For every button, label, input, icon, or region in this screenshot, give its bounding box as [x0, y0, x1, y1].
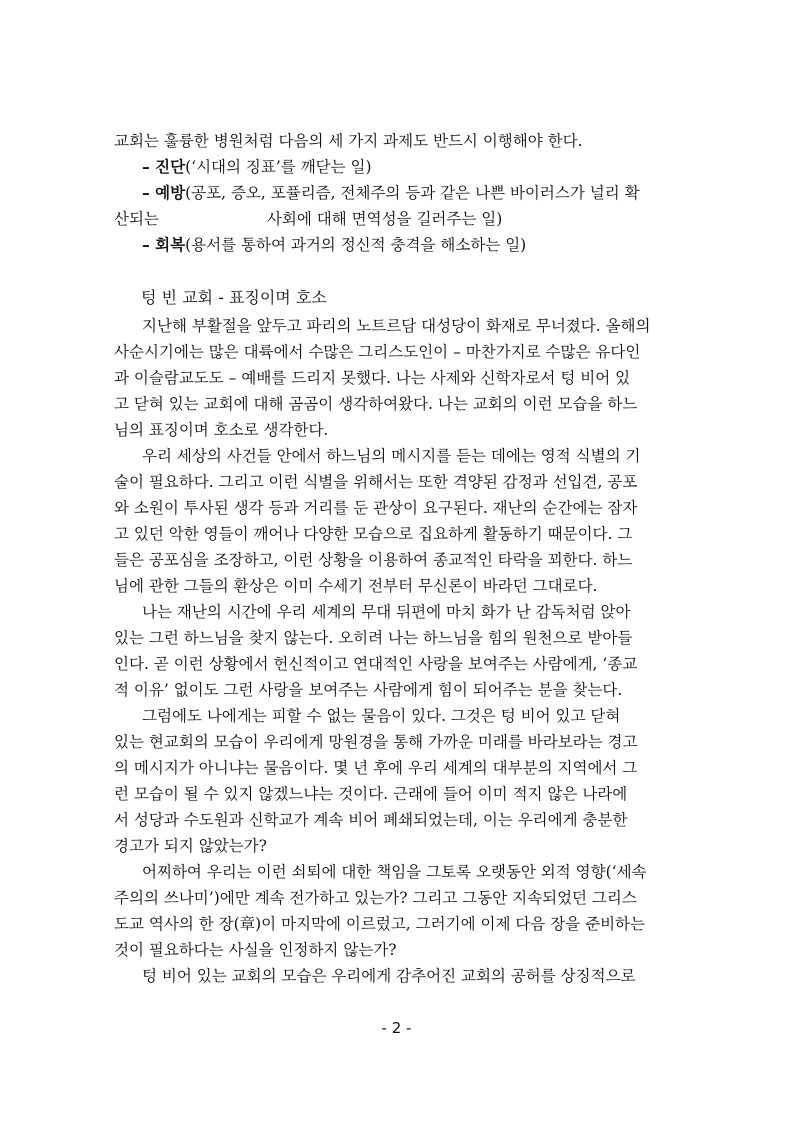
paragraph-line: 런 모습이 될 수 있지 않겠느냐는 것이다. 근래에 들어 이미 적지 않은 나라에 [114, 785, 628, 803]
paragraph-line: 서 성당과 수도원과 신학교가 계속 비어 폐쇄되었는데, 이는 우리에게 충분한 [114, 811, 628, 829]
list-item-prevention-cont [114, 206, 679, 232]
list-item-diagnosis [114, 154, 679, 180]
paragraph-line: 그럼에도 나에게는 피할 수 없는 물음이 있다. 그것은 텅 비어 있고 닫혀 [142, 707, 621, 725]
paragraph-line: 와 소원이 투사된 생각 등과 거리를 둔 관상이 요구된다. 재난의 순간에는 잠자 [114, 499, 638, 517]
term-diagnosis: 진단 [155, 158, 186, 176]
list-dash: – [142, 158, 156, 176]
list-item-recovery [114, 232, 679, 258]
paragraph-line: 지난해 부활절을 앞두고 파리의 노트르담 대성당이 화재로 무너졌다. 올해의 [142, 317, 651, 335]
paragraph-line: 도교 역사의 한 장(章)이 마지막에 이르렀고, 그러기에 이제 다음 장을 준비하는 [114, 915, 645, 933]
section-heading: 텅 빈 교회 - 표징이며 호소 [141, 288, 327, 307]
desc-diagnosis: (‘시대의 징표’를 깨닫는 일) [185, 158, 372, 176]
paragraph-line: 의 메시지가 아니냐는 물음이다. 몇 년 후에 우리 세계의 대부분의 지역에서 그 [114, 759, 638, 777]
paragraph-line: 적 이유’ 없이도 그런 사랑을 보여주는 사람에게 힘이 되어주는 분을 찾는다. [114, 681, 623, 699]
paragraph-line: 님의 표징이며 호소로 생각한다. [114, 421, 329, 439]
page-number: - 2 - [381, 1019, 412, 1037]
paragraph-line: 님에 관한 그들의 환상은 이미 수세기 전부터 무신론이 바라던 그대로다. [114, 577, 598, 595]
paragraph-line: 경고가 되지 않았는가? [114, 837, 267, 855]
paragraph-line: 우리 세상의 사건들 안에서 하느님의 메시지를 듣는 데에는 영적 식별의 기 [142, 447, 641, 465]
paragraph-line: 고 닫혀 있는 교회에 대해 곰곰이 생각하여왔다. 나는 교회의 이런 모습을 하느 [114, 395, 638, 413]
desc-prevention-cont-b: 사회에 대해 면역성을 길러주는 일) [266, 210, 503, 228]
paragraph-line: 사순시기에는 많은 대륙에서 수많은 그리스도인이 – 마찬가지로 수많은 유다인 [114, 343, 641, 361]
list-dash: – [142, 236, 156, 254]
paragraph-line: 들은 공포심을 조장하고, 이런 상황을 이용하여 종교적인 타락을 꾀한다. 하느 [114, 551, 633, 569]
paragraph-line: 있는 그런 하느님을 찾지 않는다. 오히려 나는 하느님을 힘의 원천으로 받아들 [114, 629, 633, 647]
body-block [114, 313, 679, 989]
desc-prevention-cont-a: 산되는 [114, 210, 159, 228]
desc-recovery: (용서를 통하여 과거의 정신적 충격을 해소하는 일) [185, 236, 527, 254]
paragraph-line: 고 있던 악한 영들이 깨어나 다양한 모습으로 집요하게 활동하기 때문이다. 그 [114, 525, 633, 543]
intro-lead: 교회는 훌륭한 병원처럼 다음의 세 가지 과제도 반드시 이행해야 한다. [114, 132, 583, 150]
intro-block [114, 128, 679, 258]
term-prevention: 예방 [155, 184, 186, 202]
paragraph-line: 술이 필요하다. 그리고 이런 식별을 위해서는 또한 격양된 감정과 선입견, 공포 [114, 473, 638, 491]
paragraph-line: 있는 현교회의 모습이 우리에게 망원경을 통해 가까운 미래를 바라보라는 경고 [114, 733, 638, 751]
paragraph-line: 나는 재난의 시간에 우리 세계의 무대 뒤편에 마치 화가 난 감독처럼 앉아 [142, 603, 631, 621]
paragraph-line: 텅 비어 있는 교회의 모습은 우리에게 감추어진 교회의 공허를 상징적으로 [142, 967, 636, 985]
term-recovery: 회복 [155, 236, 186, 254]
paragraph-line: 어찌하여 우리는 이런 쇠퇴에 대한 책임을 그토록 오랫동안 외적 영향(‘세속 [142, 863, 647, 881]
paragraph-line: 인다. 곧 이런 상황에서 헌신적이고 연대적인 사랑을 보여주는 사람에게, ‘종교 [114, 655, 638, 673]
paragraph-line: 것이 필요하다는 사실을 인정하지 않는가? [114, 941, 397, 959]
paragraph-line: 과 이슬람교도도 – 예배를 드리지 못했다. 나는 사제와 신학자로서 텅 비어 있 [114, 369, 631, 387]
desc-prevention: (공포, 증오, 포퓰리즘, 전체주의 등과 같은 나쁜 바이러스가 널리 확 [185, 184, 640, 202]
list-item-prevention [114, 180, 679, 206]
list-dash: – [142, 184, 156, 202]
paragraph-line: 주의의 쓰나미’)에만 계속 전가하고 있는가? 그리고 그동안 지속되었던 그리스 [114, 889, 637, 907]
